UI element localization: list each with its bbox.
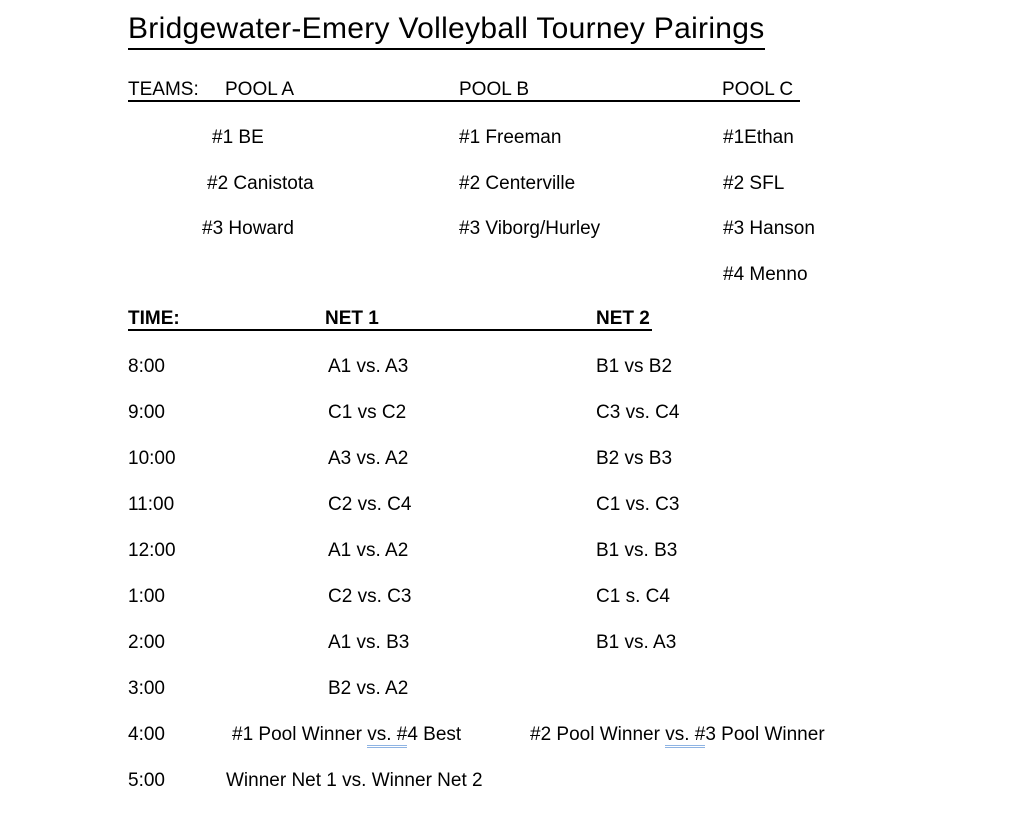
pool-c-team-4: #4 Menno [723,264,808,285]
time-300: 3:00 [128,678,165,699]
time-900: 9:00 [128,402,165,423]
time-400: 4:00 [128,724,165,745]
net2-match-800: B1 vs B2 [596,356,673,377]
pool-b-team-1: #1 Freeman [459,127,562,148]
grammar-underline-net1: vs. # [367,724,407,748]
time-100: 1:00 [128,586,165,607]
net1-match-1100: C2 vs. C4 [328,494,412,515]
time-200: 2:00 [128,632,165,653]
teams-header-row [128,79,800,102]
pool-c-header: POOL C [722,79,794,100]
teams-label: TEAMS: [128,79,199,100]
pool-a-team-3: #3 Howard [202,218,294,239]
net1-match-1000: A3 vs. A2 [328,448,409,469]
net1-label: NET 1 [325,308,379,329]
net2-400-pre: #2 Pool Winner [530,724,666,745]
time-1100: 11:00 [128,494,175,515]
time-500: 5:00 [128,770,165,791]
net2-match-1100: C1 vs. C3 [596,494,680,515]
net1-match-800: A1 vs. A3 [328,356,409,377]
time-1200: 12:00 [128,540,176,561]
pool-c-team-1: #1Ethan [723,127,794,148]
net1-400-post: 4 Best [407,724,462,745]
time-1000: 10:00 [128,448,176,469]
pool-a-header: POOL A [225,79,294,100]
time-label: TIME: [128,308,180,329]
schedule-header-row [128,308,652,331]
net1-400-pre: #1 Pool Winner [232,724,368,745]
pool-a-team-2: #2 Canistota [207,173,314,194]
time-800: 8:00 [128,356,165,377]
net1-match-900: C1 vs C2 [328,402,407,423]
net2-400-post: 3 Pool Winner [705,724,825,745]
pool-b-header: POOL B [459,79,530,100]
net2-label: NET 2 [596,308,650,329]
net2-match-1200: B1 vs. B3 [596,540,678,561]
net2-match-400 [530,724,825,745]
net2-match-900: C3 vs. C4 [596,402,680,423]
net1-match-400 [232,724,461,745]
net1-match-300: B2 vs. A2 [328,678,409,699]
pool-c-team-2: #2 SFL [723,173,785,194]
net1-match-200: A1 vs. B3 [328,632,410,653]
grammar-underline-net2: vs. # [665,724,705,748]
page-title: Bridgewater-Emery Volleyball Tourney Pairings [128,13,765,50]
net2-match-100: C1 s. C4 [596,586,670,607]
pool-b-team-3: #3 Viborg/Hurley [459,218,601,239]
net1-match-500: Winner Net 1 vs. Winner Net 2 [226,770,483,791]
net1-match-1200: A1 vs. A2 [328,540,409,561]
net2-match-200: B1 vs. A3 [596,632,677,653]
pool-b-team-2: #2 Centerville [459,173,576,194]
net2-match-1000: B2 vs B3 [596,448,673,469]
pool-a-team-1: #1 BE [212,127,264,148]
net1-match-100: C2 vs. C3 [328,586,412,607]
pool-c-team-3: #3 Hanson [723,218,815,239]
